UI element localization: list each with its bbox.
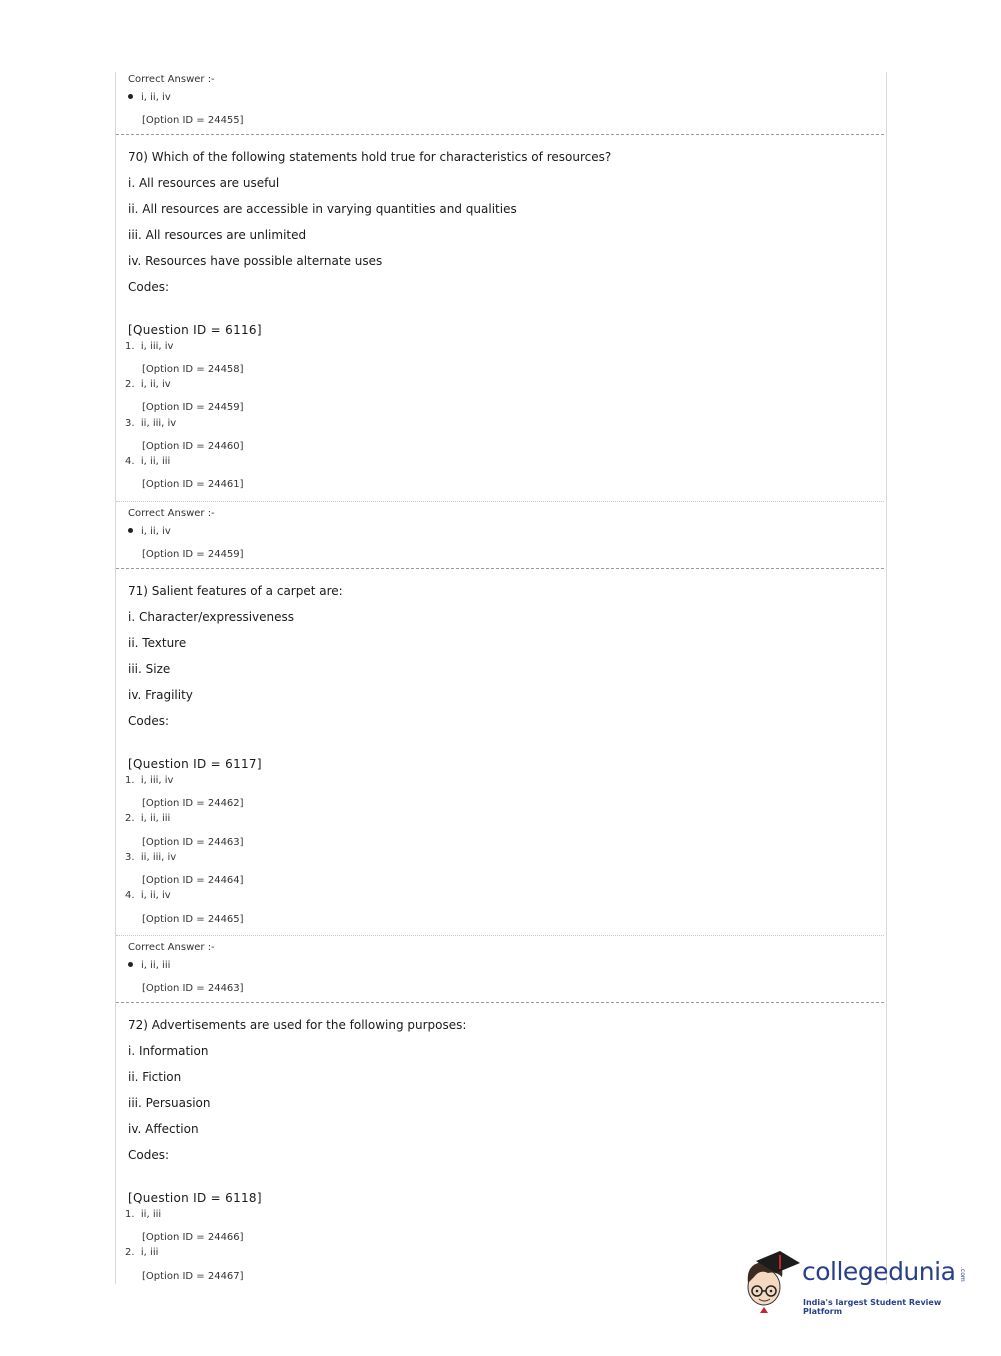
statement: iii. All resources are unlimited — [128, 228, 307, 242]
correct-answer-label: Correct Answer :- — [128, 942, 215, 953]
option-id: [Option ID = 24464] — [142, 875, 244, 886]
option-id: [Option ID = 24461] — [142, 479, 244, 490]
question-divider — [116, 1002, 884, 1003]
option-id: [Option ID = 24460] — [142, 441, 244, 452]
correct-answer-item: i, ii, iv — [128, 92, 171, 103]
brand-domain: .com — [959, 1267, 966, 1282]
option-id: [Option ID = 24462] — [142, 798, 244, 809]
option-id: [Option ID = 24459] — [142, 402, 244, 413]
question-divider — [116, 568, 884, 569]
correct-answer-label: Correct Answer :- — [128, 74, 215, 85]
statement: i. All resources are useful — [128, 176, 280, 190]
option-id: [Option ID = 24463] — [142, 837, 244, 848]
option-item: 2. i, iii — [125, 1247, 159, 1258]
statement: i. Information — [128, 1044, 209, 1058]
option-id: [Option ID = 24463] — [142, 983, 244, 994]
question-id: [Question ID = 6116] — [128, 323, 262, 337]
bullet-icon — [128, 962, 133, 967]
option-id: [Option ID = 24467] — [142, 1271, 244, 1282]
option-id: [Option ID = 24459] — [142, 549, 244, 560]
option-id: [Option ID = 24455] — [142, 115, 244, 126]
option-item: 2. i, ii, iv — [125, 379, 171, 390]
correct-answer-item: i, ii, iii — [128, 960, 170, 971]
collegedunia-logo — [740, 1247, 975, 1319]
question-id: [Question ID = 6118] — [128, 1191, 262, 1205]
question-id: [Question ID = 6117] — [128, 757, 262, 771]
question-text: 70) Which of the following statements hold true for characteristics of resources? — [128, 150, 612, 164]
codes-label: Codes: — [128, 714, 170, 728]
codes-label: Codes: — [128, 1148, 170, 1162]
statement: ii. Fiction — [128, 1070, 182, 1084]
option-id: [Option ID = 24466] — [142, 1232, 244, 1243]
statement: iii. Size — [128, 662, 171, 676]
bullet-icon — [128, 94, 133, 99]
option-item: 4. i, ii, iii — [125, 456, 171, 467]
brand-tagline: India's largest Student Review Platform — [803, 1298, 942, 1316]
statement: iv. Fragility — [128, 688, 193, 702]
option-item: 2. i, ii, iii — [125, 813, 171, 824]
question-text: 72) Advertisements are used for the following purposes: — [128, 1018, 467, 1032]
option-item: 3. ii, iii, iv — [125, 852, 177, 863]
answer-divider — [116, 501, 884, 502]
option-item: 4. i, ii, iv — [125, 890, 171, 901]
statement: ii. Texture — [128, 636, 187, 650]
statement: i. Character/expressiveness — [128, 610, 295, 624]
statement: iii. Persuasion — [128, 1096, 211, 1110]
question-text: 71) Salient features of a carpet are: — [128, 584, 343, 598]
brand-name: collegedunia — [802, 1257, 956, 1286]
option-item: 3. ii, iii, iv — [125, 418, 177, 429]
statement: iv. Affection — [128, 1122, 199, 1136]
statement: iv. Resources have possible alternate uses — [128, 254, 383, 268]
answer-divider — [116, 935, 884, 936]
statement: ii. All resources are accessible in varying quantities and qualities — [128, 202, 517, 216]
correct-answer-label: Correct Answer :- — [128, 508, 215, 519]
option-item: 1. i, iii, iv — [125, 775, 174, 786]
option-id: [Option ID = 24458] — [142, 364, 244, 375]
mascot-icon — [740, 1247, 802, 1319]
option-item: 1. i, iii, iv — [125, 341, 174, 352]
bullet-icon — [128, 528, 133, 533]
correct-answer-item: i, ii, iv — [128, 526, 171, 537]
codes-label: Codes: — [128, 280, 170, 294]
option-item: 1. ii, iii — [125, 1209, 162, 1220]
question-divider — [116, 134, 884, 135]
option-id: [Option ID = 24465] — [142, 914, 244, 925]
